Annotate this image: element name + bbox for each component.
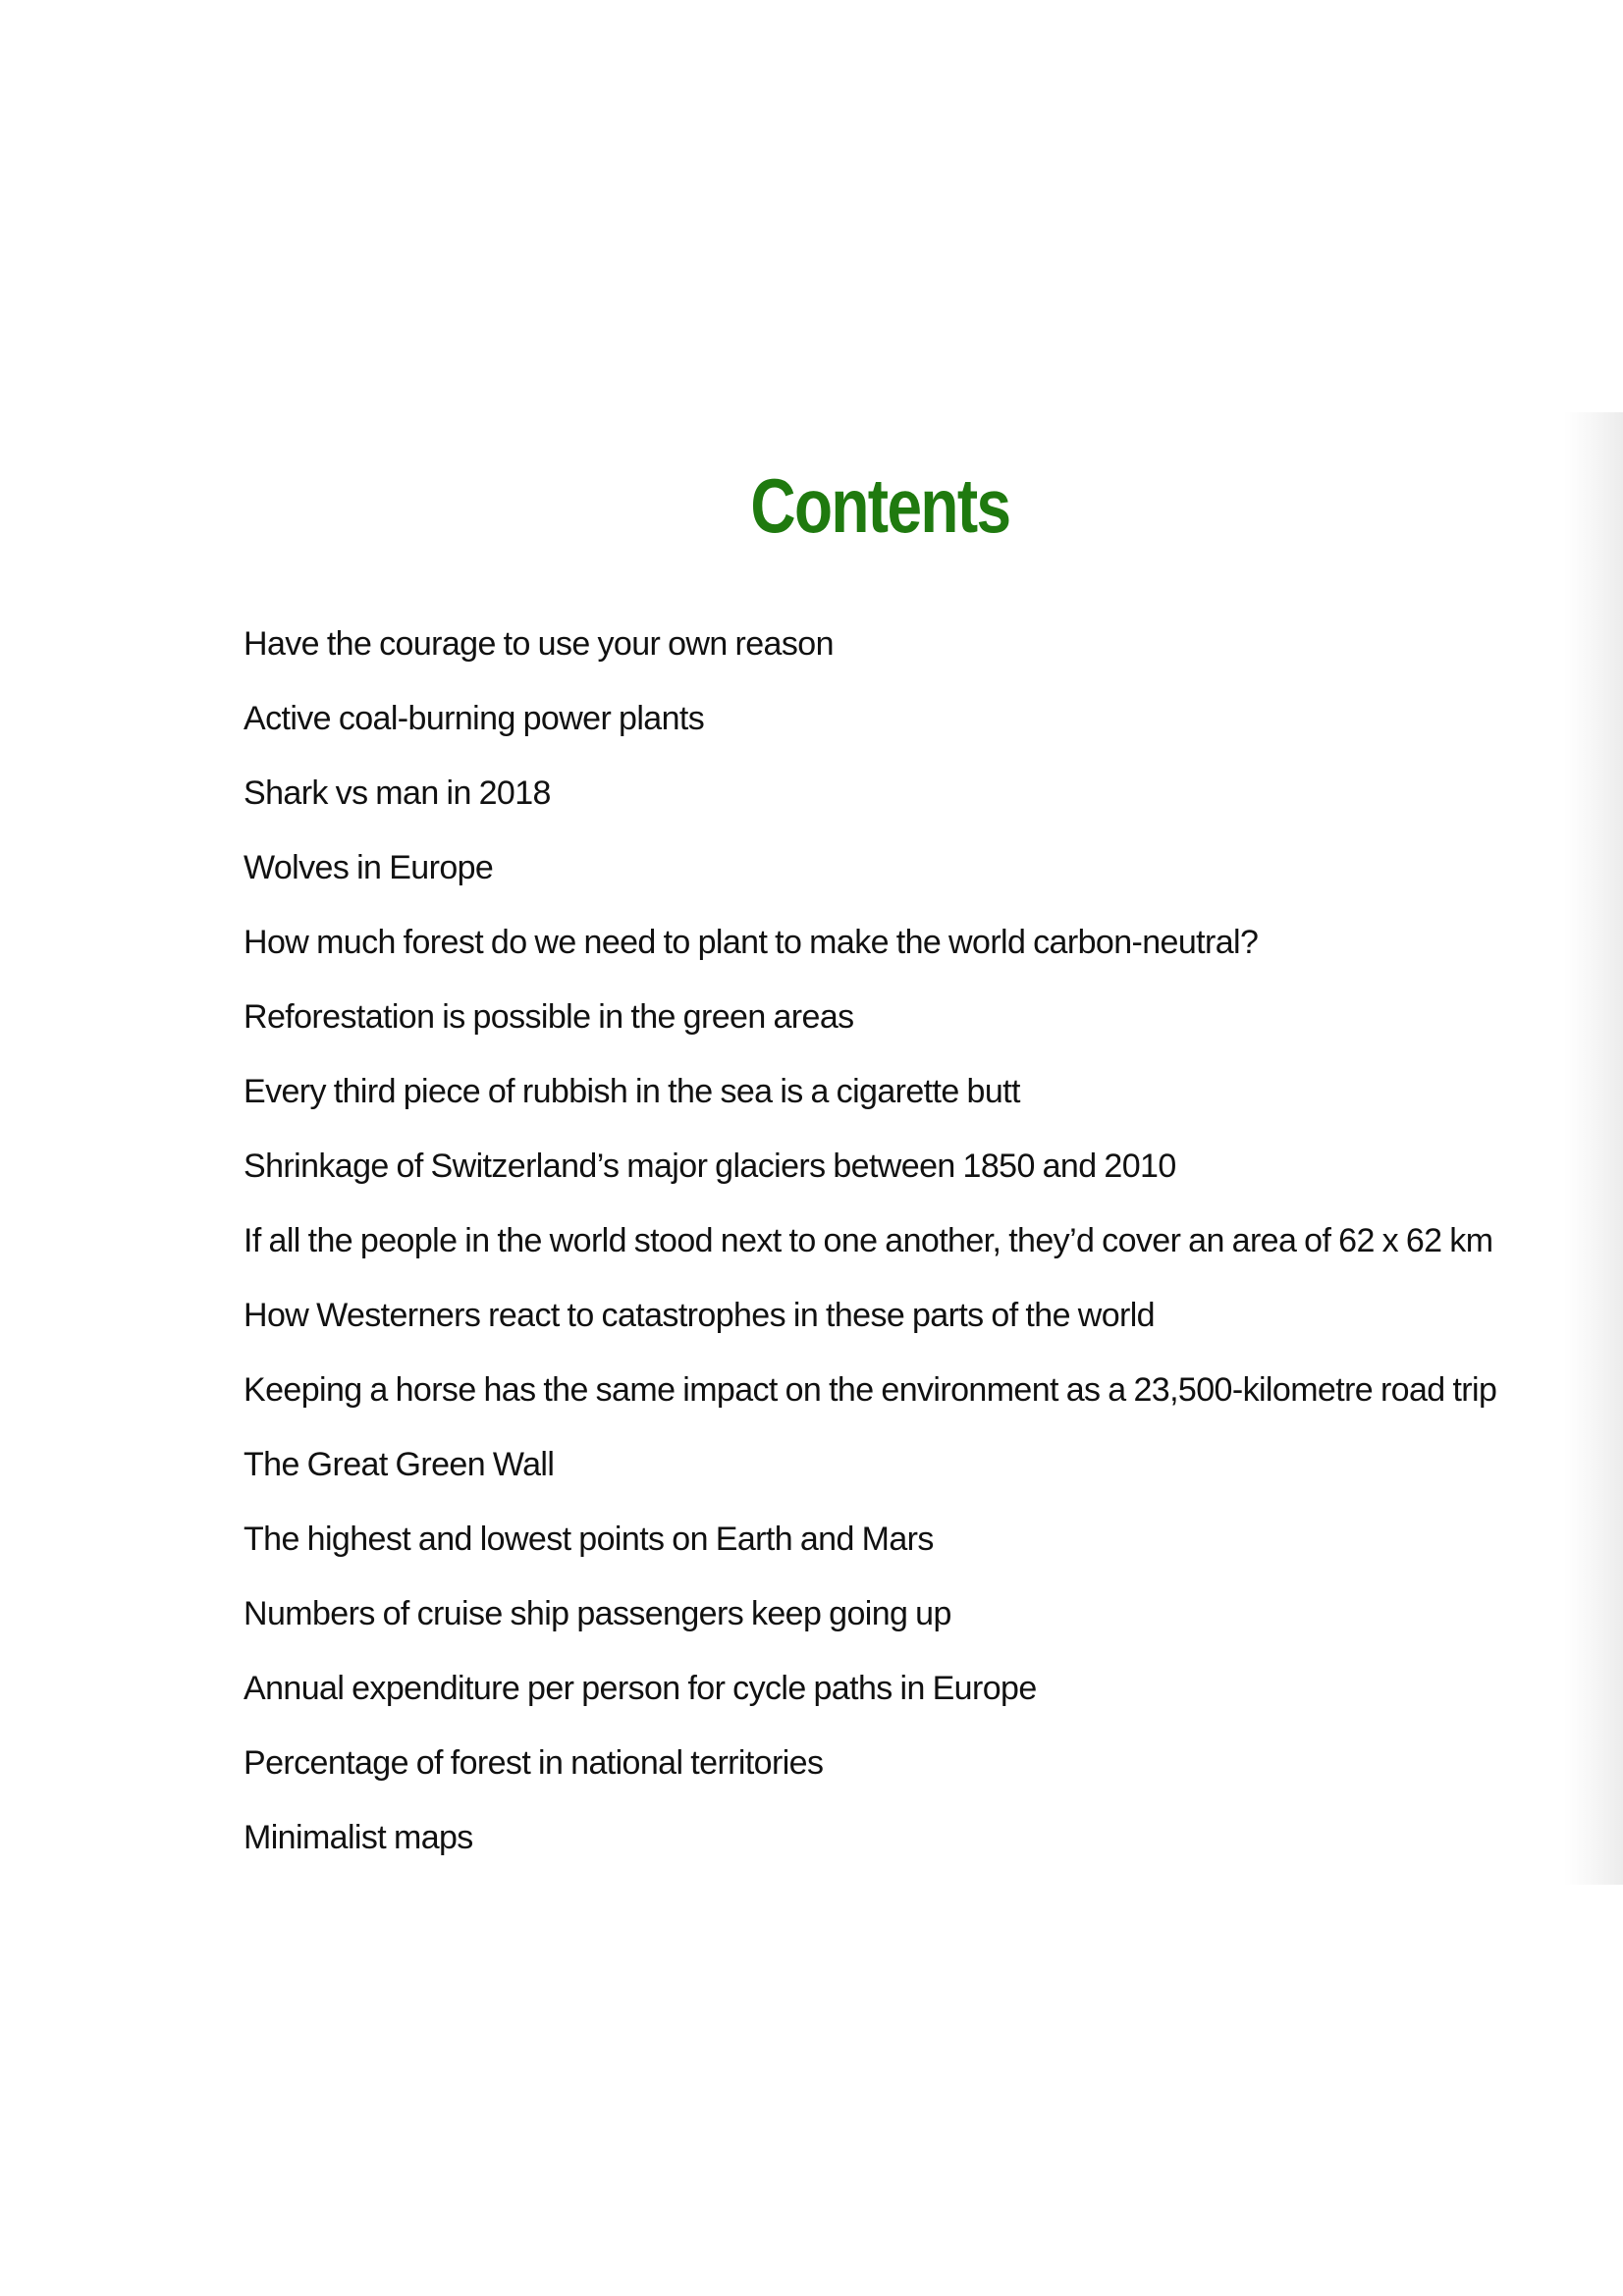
contents-item: Numbers of cruise ship passengers keep going up	[243, 1595, 951, 1632]
contents-item: The Great Green Wall	[243, 1446, 555, 1483]
contents-list	[243, 618, 1540, 1887]
contents-item: Every third piece of rubbish in the sea is a cigarette butt	[243, 1073, 1020, 1110]
contents-item: How Westerners react to catastrophes in these parts of the world	[243, 1297, 1155, 1334]
contents-item: Minimalist maps	[243, 1819, 473, 1856]
contents-item: How much forest do we need to plant to make the world carbon-neutral?	[243, 924, 1259, 961]
contents-item: Have the courage to use your own reason	[243, 625, 834, 663]
contents-item: The highest and lowest points on Earth and Mars	[243, 1521, 934, 1558]
contents-item: Shrinkage of Switzerland’s major glaciers between 1850 and 2010	[243, 1148, 1176, 1185]
contents-item: Reforestation is possible in the green areas	[243, 998, 854, 1036]
contents-item: Keeping a horse has the same impact on the environment as a 23,500-kilometre road trip	[243, 1371, 1497, 1409]
contents-item: Active coal-burning power plants	[243, 700, 705, 737]
contents-item: Shark vs man in 2018	[243, 774, 551, 812]
page-title: Contents	[750, 462, 1010, 550]
contents-item: Annual expenditure per person for cycle paths in Europe	[243, 1670, 1037, 1707]
contents-item: If all the people in the world stood next to one another, they’d cover an area of 62 x 62 km	[243, 1222, 1493, 1259]
contents-item: Percentage of forest in national territories	[243, 1744, 824, 1782]
contents-item: Wolves in Europe	[243, 849, 494, 886]
page-edge-shadow	[1564, 412, 1623, 1885]
